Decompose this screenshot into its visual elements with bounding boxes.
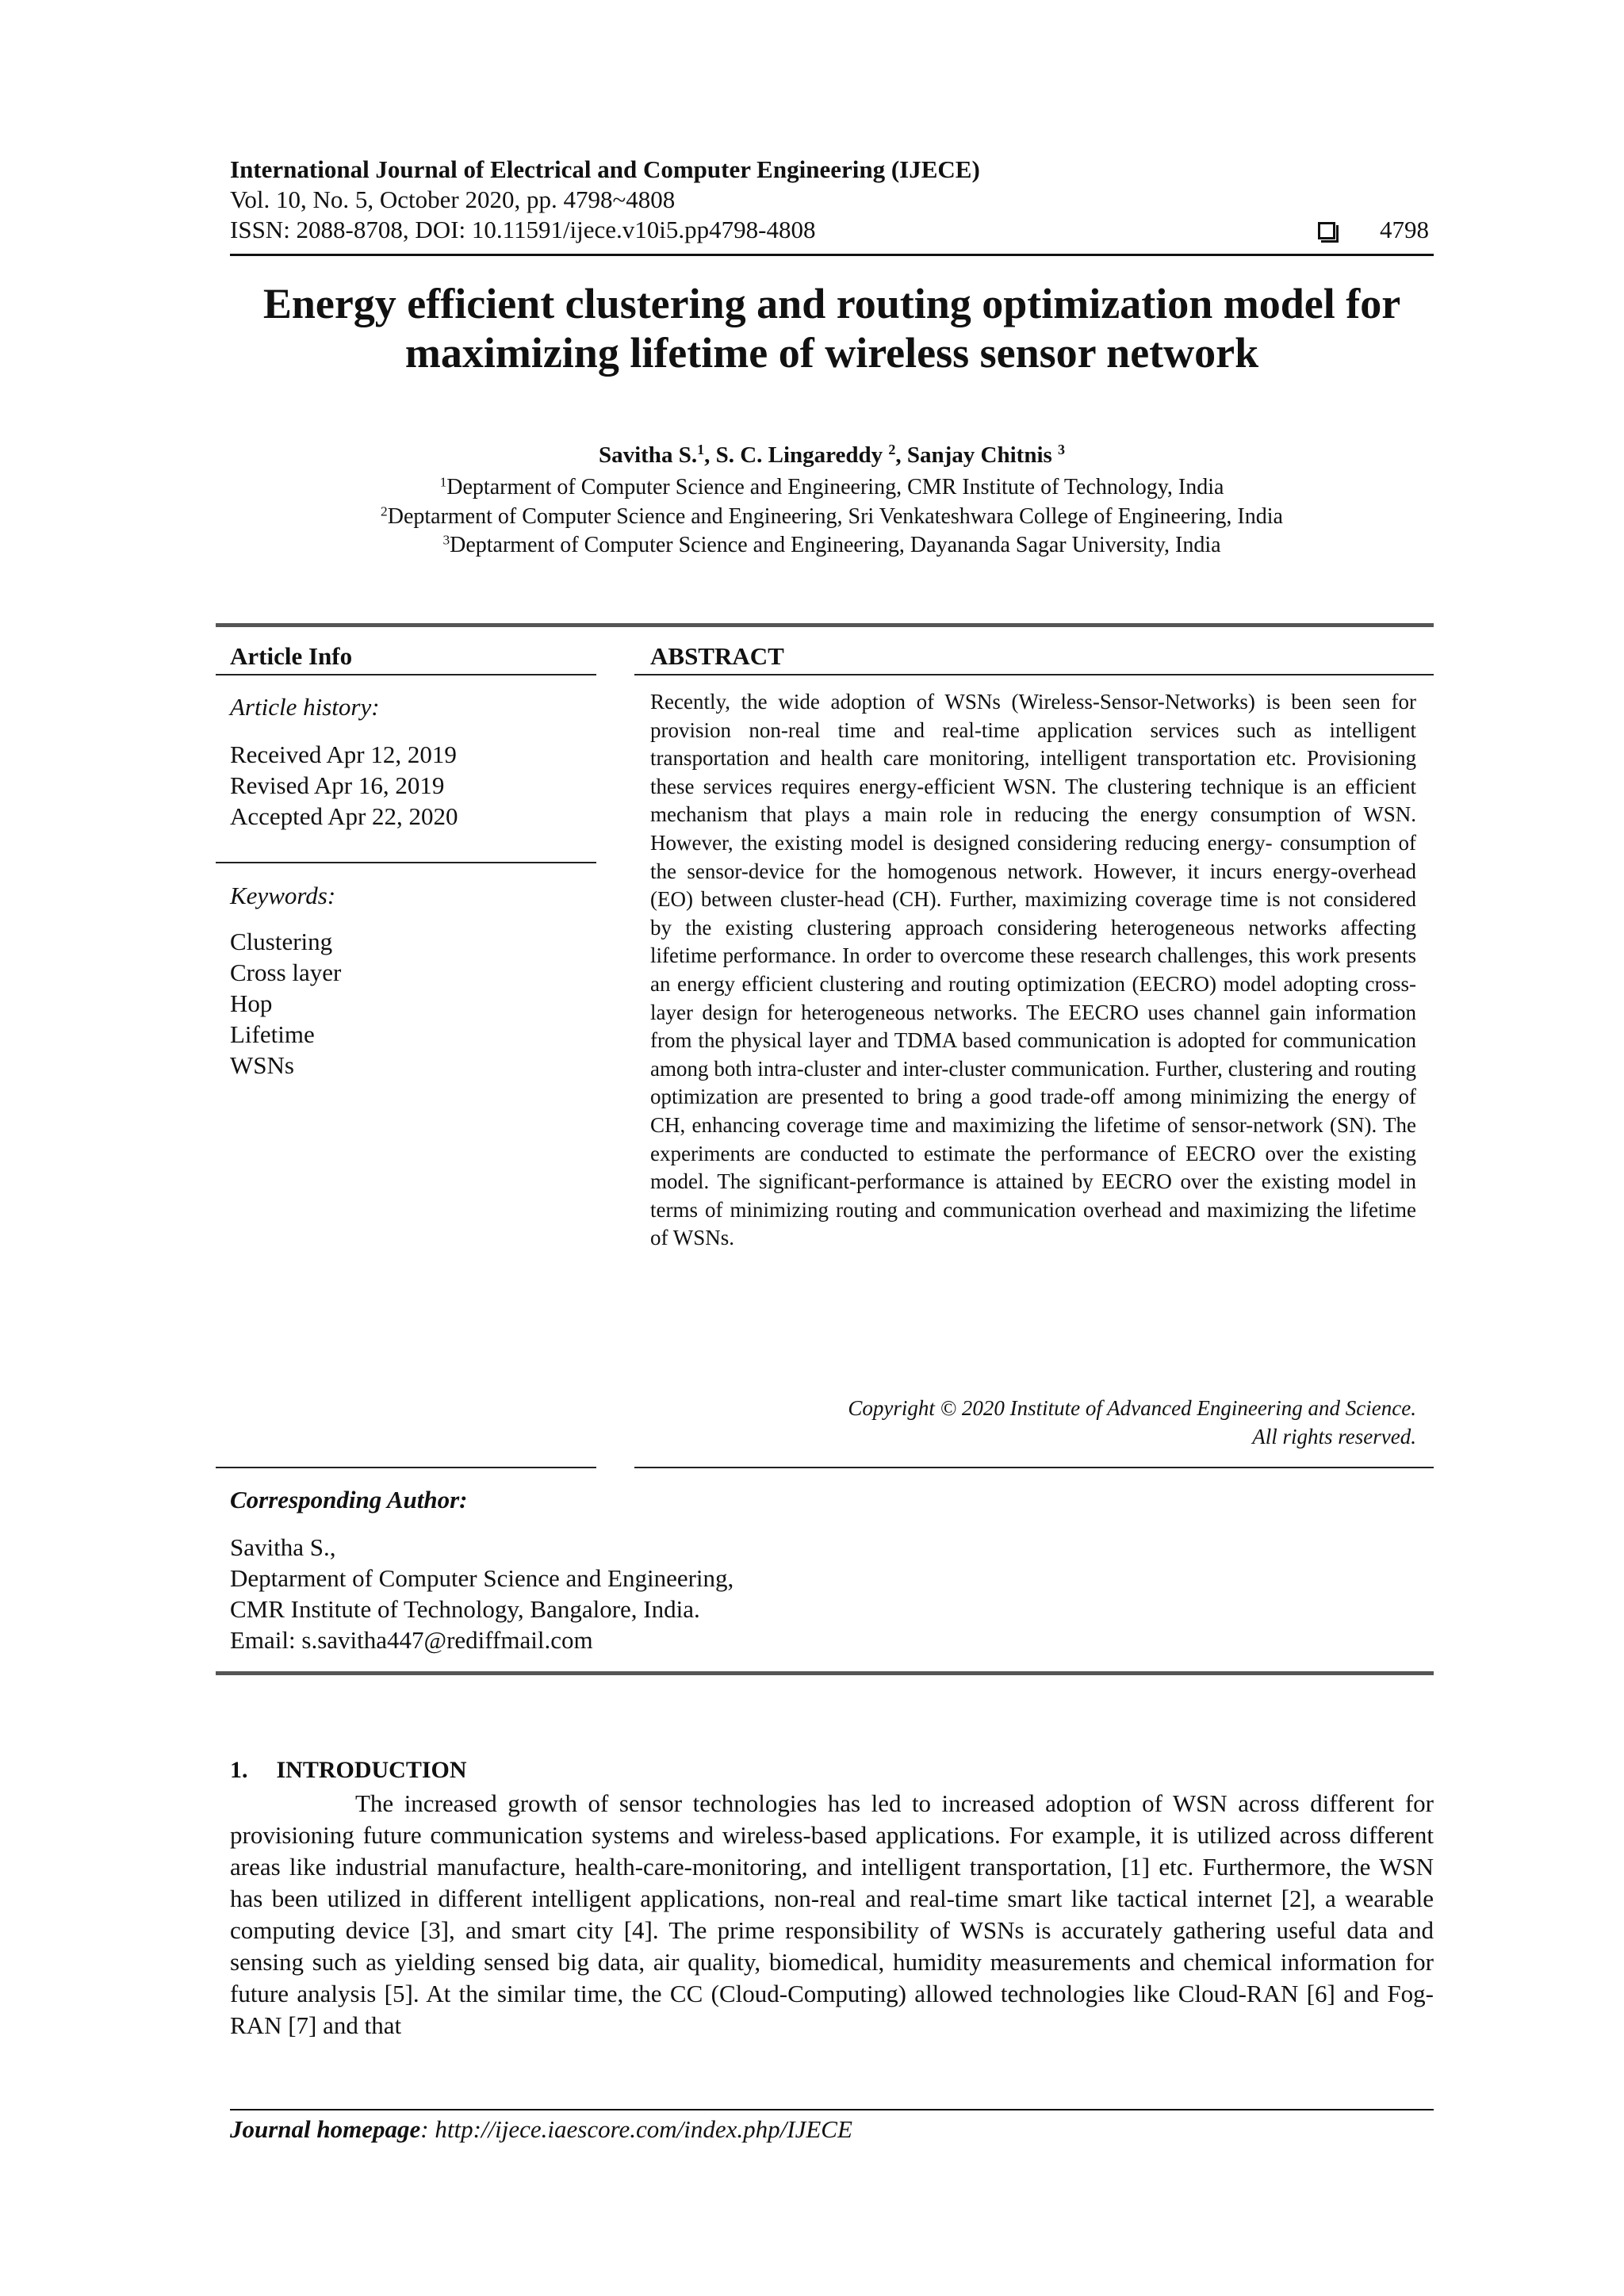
affiliation: [230, 475, 1434, 500]
author-affiliation-mark: 1: [697, 442, 705, 458]
affiliation-number: 1: [439, 474, 447, 490]
author-affiliation-mark: 3: [1058, 442, 1066, 458]
corresponding-author-label: Corresponding Author:: [230, 1486, 468, 1513]
keyword: Clustering: [230, 928, 333, 955]
copyright-line: All rights reserved.: [1252, 1425, 1416, 1448]
corresponding-author-line: Deptarment of Computer Science and Engineering,: [230, 1564, 734, 1592]
keyword: WSNs: [230, 1051, 294, 1079]
journal-volume: Vol. 10, No. 5, October 2020, pp. 4798~4808: [230, 186, 676, 213]
abstract-bottom-rule: [634, 1467, 1434, 1468]
author-affiliation-mark: 2: [888, 442, 896, 458]
affiliation-number: 3: [442, 532, 450, 548]
author-name: Savitha S.: [598, 442, 698, 468]
keyword: Cross layer: [230, 959, 342, 986]
journal-name: International Journal of Electrical and Computer Engineering (IJECE): [230, 155, 980, 183]
section-bottom-rule: [216, 1671, 1434, 1675]
article-history-label: Article history:: [230, 693, 380, 721]
author-name: , Sanjay Chitnis: [895, 442, 1052, 468]
journal-homepage-link[interactable]: : http://ijece.iaescore.com/index.php/IJECE: [420, 2115, 852, 2143]
footer-divider: [230, 2109, 1434, 2110]
section-number: 1.: [230, 1757, 248, 1783]
keywords-rule: [216, 862, 596, 863]
article-info-rule: [216, 674, 596, 675]
abstract-rule: [634, 674, 1434, 675]
article-info-heading: Article Info: [230, 642, 353, 670]
introduction-text: The increased growth of sensor technologies has led to increased adoption of WSN across different for provisioning future communication systems and wireless-based applications. For example, it is utilized across different areas like industrial manufacture, health-care-monitoring, and intelligent transportation, [1] etc. Furthermore, the WSN has been utilized in different intelligent applications, non-real and real-time smart like tactical internet [2], a wearable computing device [3], and smart city [4]. The prime responsibility of WSNs is accurately gathering useful data and sensing such as yielding sensed big data, air quality, biomedical, humidity measurements and chemical information for future analysis [5]. At the similar time, the CC (Cloud-Computing) allowed technologies like Cloud-RAN [6] and Fog-RAN [7] and that: [230, 1789, 1434, 2039]
article-history-item: Accepted Apr 22, 2020: [230, 802, 458, 830]
section-heading: [230, 1757, 467, 1784]
affiliation: [230, 533, 1434, 558]
affiliation: [230, 504, 1434, 530]
journal-homepage-label: Journal homepage: [230, 2115, 421, 2143]
journal-issn-doi: ISSN: 2088-8708, DOI: 10.11591/ijece.v10i5.pp4798-4808: [230, 216, 816, 243]
section-title: INTRODUCTION: [276, 1757, 467, 1783]
affiliation-text: Deptarment of Computer Science and Engineering, CMR Institute of Technology, India: [446, 475, 1224, 499]
corresponding-author-email: Email: s.savitha447@rediffmail.com: [230, 1626, 593, 1654]
page-number: 4798: [1380, 216, 1429, 243]
introduction-paragraph: [230, 1788, 1434, 2042]
article-history-item: Revised Apr 16, 2019: [230, 771, 445, 799]
paper-title: Energy efficient clustering and routing optimization model for maximizing lifetime of wireless sensor network: [262, 280, 1401, 377]
author-name: , S. C. Lingareddy: [704, 442, 883, 468]
affiliation-number: 2: [381, 503, 388, 519]
header-divider: [230, 254, 1434, 256]
copyright-line: Copyright © 2020 Institute of Advanced Engineering and Science.: [848, 1396, 1416, 1420]
section-top-rule: [216, 623, 1434, 627]
article-history-item: Received Apr 12, 2019: [230, 740, 457, 768]
page-marker-icon: [1318, 222, 1335, 239]
keyword: Hop: [230, 989, 273, 1017]
keyword: Lifetime: [230, 1020, 315, 1048]
author-list: [230, 442, 1434, 469]
info-bottom-rule: [216, 1467, 596, 1468]
affiliation-text: Deptarment of Computer Science and Engineering, Sri Venkateshwara College of Engineering, India: [387, 504, 1283, 529]
corresponding-author-line: Savitha S.,: [230, 1533, 336, 1561]
keywords-label: Keywords:: [230, 882, 336, 909]
abstract-heading: ABSTRACT: [650, 642, 784, 670]
affiliation-text: Deptarment of Computer Science and Engineering, Dayananda Sagar University, India: [450, 533, 1221, 557]
corresponding-author-line: CMR Institute of Technology, Bangalore, India.: [230, 1595, 700, 1623]
journal-homepage: [230, 2115, 852, 2144]
abstract-text: Recently, the wide adoption of WSNs (Wireless-Sensor-Networks) is been seen for provision non-real time and real-time application services such as intelligent transportation and health care monitoring, intelligent transportation etc. Provisioning these services requires energy-efficient WSN. The clustering technique is an efficient mechanism that plays a main role in reducing the energy consumption of WSN. However, the existing model is designed considering reducing energy- consumption of the sensor-device for the homogenous network. However, it incurs energy-overhead (EO) between cluster-head (CH). Further, maximizing coverage time is not considered by the existing clustering approach considering heterogeneous networks affecting lifetime performance. In order to overcome these research challenges, this work presents an energy efficient clustering and routing optimization (EECRO) model adopting cross-layer design for heterogeneous networks. The EECRO uses channel gain information from the physical layer and TDMA based communication is adopted for communication among both intra-cluster and inter-cluster communication. Further, clustering and routing optimization are presented to bring a good trade-off among minimizing the energy of CH, enhancing coverage time and maximizing the lifetime of sensor-network (SN). The experiments are conducted to estimate the performance of EECRO over the existing model. The significant-performance is attained by EECRO over the existing model in terms of minimizing routing and communication overhead and maximizing the lifetime of WSNs.: [650, 690, 1416, 1250]
